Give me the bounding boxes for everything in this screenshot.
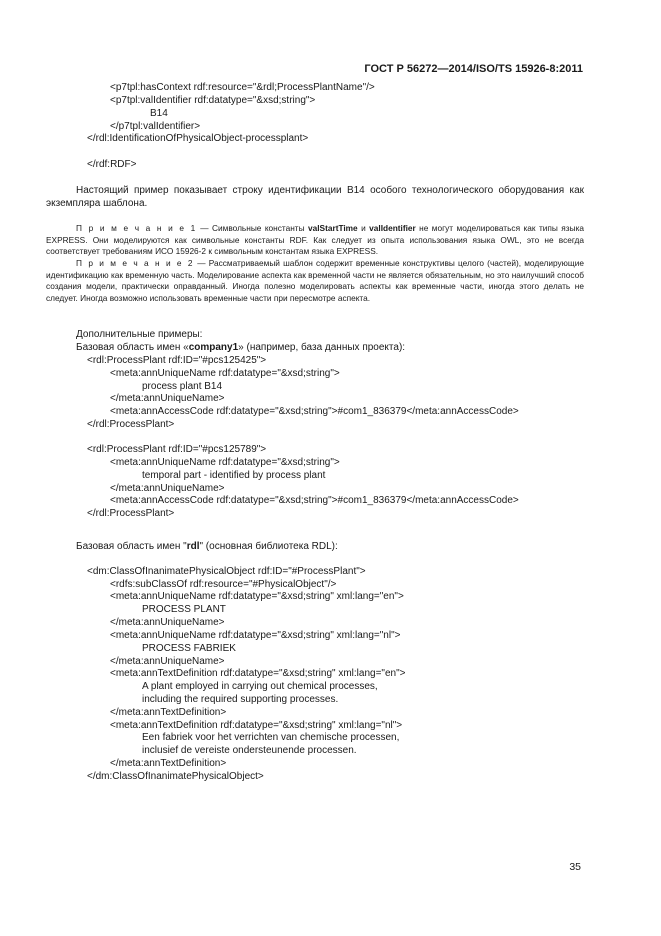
note-label: П р и м е ч а н и е 2 (76, 258, 195, 268)
term-valIdentifier: valIdentifier (369, 223, 416, 233)
paragraph: Настоящий пример показывает строку идентификации В14 особого технологического оборудования как экземпляра шаблона. (46, 185, 584, 209)
code-line: <meta:annUniqueName rdf:datatype="&xsd;string"> (110, 457, 340, 468)
code-line: </dm:ClassOfInanimatePhysicalObject> (87, 771, 264, 782)
note-1: П р и м е ч а н и е 1 — Символьные константы valStartTime и valIdentifier не могут моделироваться как типы языка EXPRESS. Они моделируются как символьные константы RDF. Как следует из опыта использования языка OWL, это не всегда соответствует требованиям ИСО 15926-2 к символьным константам языка EXPRESS. (46, 223, 584, 256)
code-line: </meta:annUniqueName> (110, 483, 225, 494)
code-line: inclusief de vereiste ondersteunende processen. (142, 745, 357, 756)
code-line: <meta:annTextDefinition rdf:datatype="&xsd;string" xml:lang="en"> (110, 668, 406, 679)
code-line: <p7tpl:valIdentifier rdf:datatype="&xsd;string"> (110, 95, 316, 106)
code-line: </p7tpl:valIdentifier> (110, 121, 201, 132)
code-line: </rdl:ProcessPlant> (87, 419, 175, 430)
namespace-rdl-line: Базовая область имен "rdl" (основная библиотека RDL): (76, 541, 338, 552)
code-line: <meta:annAccessCode rdf:datatype="&xsd;string">#com1_836379</meta:annAccessCode> (110, 495, 519, 506)
document-header: ГОСТ Р 56272—2014/ISO/TS 15926-8:2011 (364, 63, 583, 75)
code-line: <rdl:ProcessPlant rdf:ID="#pcs125789"> (87, 444, 267, 455)
code-line: </rdl:ProcessPlant> (87, 508, 175, 519)
code-line: </meta:annUniqueName> (110, 656, 225, 667)
page-number: 35 (569, 861, 581, 873)
code-line: <rdl:ProcessPlant rdf:ID="#pcs125425"> (87, 355, 267, 366)
code-line: <meta:annAccessCode rdf:datatype="&xsd;string">#com1_836379</meta:annAccessCode> (110, 406, 519, 417)
more-examples-heading: Дополнительные примеры: (76, 329, 203, 340)
code-line: PROCESS FABRIEK (142, 643, 236, 654)
code-line: <rdfs:subClassOf rdf:resource="#PhysicalObject"/> (110, 579, 337, 590)
code-line: <p7tpl:hasContext rdf:resource="&rdl;ProcessPlantName"/> (110, 82, 375, 93)
code-line: </rdl:IdentificationOfPhysicalObject-processplant> (87, 133, 309, 144)
code-line: <dm:ClassOfInanimatePhysicalObject rdf:ID="#ProcessPlant"> (87, 566, 366, 577)
code-line: process plant B14 (142, 381, 223, 392)
code-line: Een fabriek voor het verrichten van chemische processen, (142, 732, 400, 743)
code-line: </rdf:RDF> (87, 159, 137, 170)
code-line: </meta:annUniqueName> (110, 617, 225, 628)
code-line: B14 (150, 108, 168, 119)
namespace-company-name: company1 (188, 342, 239, 353)
namespace-company-line: Базовая область имен «company1» (например, база данных проекта): (76, 342, 406, 353)
code-line: <meta:annUniqueName rdf:datatype="&xsd;string" xml:lang="nl"> (110, 630, 401, 641)
code-line: <meta:annTextDefinition rdf:datatype="&xsd;string" xml:lang="nl"> (110, 720, 403, 731)
code-line: PROCESS PLANT (142, 604, 226, 615)
note-label: П р и м е ч а н и е 1 (76, 223, 197, 233)
code-line: including the required supporting processes. (142, 694, 339, 705)
code-line: </meta:annUniqueName> (110, 393, 225, 404)
term-valStartTime: valStartTime (308, 223, 358, 233)
namespace-rdl-name: rdl (186, 541, 200, 552)
code-line: </meta:annTextDefinition> (110, 758, 227, 769)
code-line: <meta:annUniqueName rdf:datatype="&xsd;string"> (110, 368, 340, 379)
code-line: <meta:annUniqueName rdf:datatype="&xsd;string" xml:lang="en"> (110, 591, 404, 602)
code-line: temporal part - identified by process plant (142, 470, 326, 481)
code-line: </meta:annTextDefinition> (110, 707, 227, 718)
note-2: П р и м е ч а н и е 2 — Рассматриваемый шаблон содержит временные конструктивы целого (частей), моделирующие идентификацию как временную часть. Моделирование аспекта как временной части не является обязательным, но это наилучший способ создания модели, практически оправданный. Иногда полезно моделировать аспекты как временные части, иногда этого делать не следует. Иногда возможно использовать временные части при пересмотре аспекта. (46, 258, 584, 303)
code-line: A plant employed in carrying out chemical processes, (142, 681, 378, 692)
